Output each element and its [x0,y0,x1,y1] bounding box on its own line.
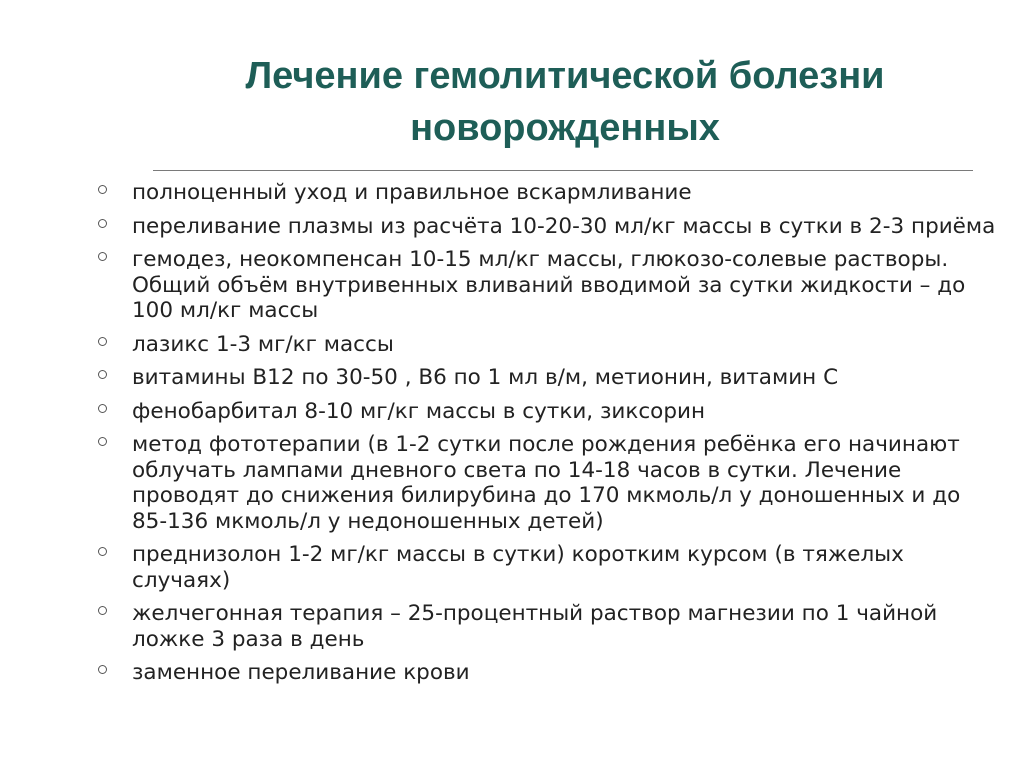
hollow-circle-bullet-icon [98,437,107,446]
bullet-item [96,601,996,652]
bullet-text: желчегонная терапия – 25-процентный раствор магнезии по 1 чайной ложке 3 раза в день [132,601,938,652]
hollow-circle-bullet-icon [98,547,107,556]
slide-title [150,50,980,154]
bullet-item [96,432,996,534]
bullet-text: лазикс 1-3 мг/кг массы [132,331,394,357]
hollow-circle-bullet-icon [98,404,107,413]
hollow-circle-bullet-icon [98,219,107,228]
bullet-text: фенобарбитал 8-10 мг/кг массы в сутки, зиксорин [132,398,706,424]
bullet-item [96,247,996,324]
bullet-item [96,399,996,425]
bullet-item [96,180,996,206]
title-divider [153,170,973,171]
treatment-bullet-list [96,180,996,694]
bullet-text: витамины В12 по 30-50 , В6 по 1 мл в/м, метионин, витамин С [132,365,839,390]
hollow-circle-bullet-icon [98,665,107,674]
hollow-circle-bullet-icon [98,337,107,346]
bullet-item [96,542,996,593]
hollow-circle-bullet-icon [98,370,107,379]
bullet-text: метод фототерапии (в 1-2 сутки после рождения ребёнка его начинают облучать лампами дневного света по 14-18 часов в сутки. Лечение проводят до снижения билирубина до 170 мкмоль/л у доношенных и до 85-136 мкмоль/л у недоношенных детей) [132,432,961,534]
bullet-item [96,332,996,358]
bullet-item [96,365,996,391]
bullet-text: полноценный уход и правильное вскармливание [132,180,692,205]
hollow-circle-bullet-icon [98,606,107,615]
bullet-item [96,660,996,686]
bullet-item [96,214,996,240]
slide-title-line-2: новорожденных [410,107,720,149]
hollow-circle-bullet-icon [98,185,107,194]
bullet-text: гемодез, неокомпенсан 10-15 мл/кг массы, глюкозо-солевые растворы. Общий объём внутривенных вливаний вводимой за сутки жидкости – до 100 мл/кг массы [132,247,966,323]
bullet-text: переливание плазмы из расчёта 10-20-30 мл/кг массы в сутки в 2-3 приёма [132,213,996,239]
bullet-text: преднизолон 1-2 мг/кг массы в сутки) коротким курсом (в тяжелых случаях) [132,542,904,593]
bullet-text: заменное переливание крови [132,660,470,685]
slide-title-line-1: Лечение гемолитической болезни [245,55,885,97]
hollow-circle-bullet-icon [98,252,107,261]
